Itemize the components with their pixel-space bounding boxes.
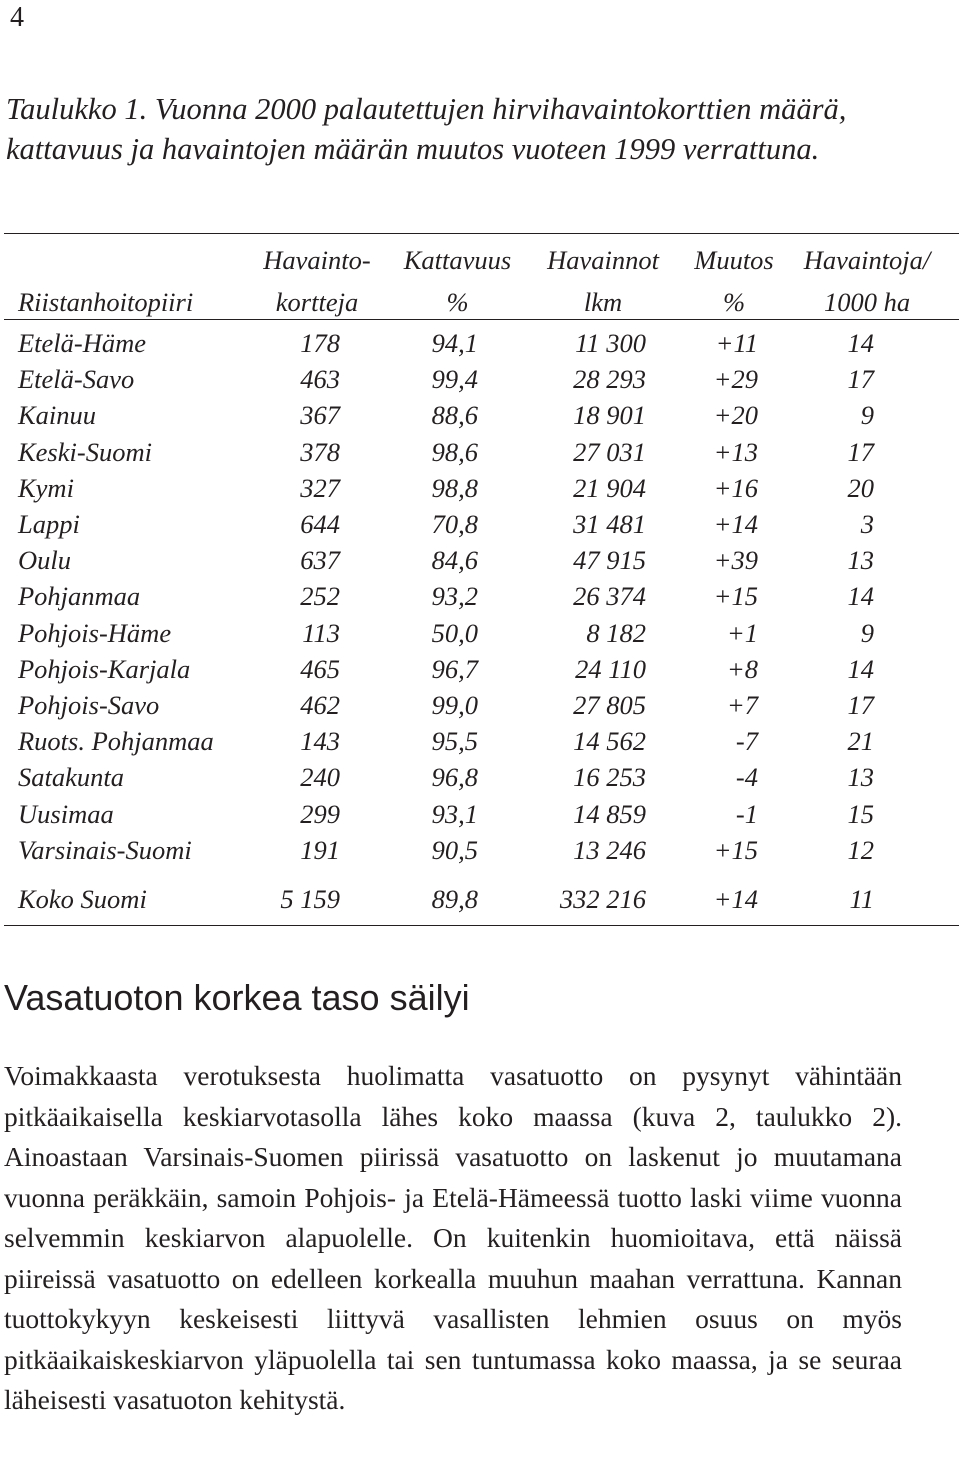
coverage-cell: 99,4 (431, 364, 478, 395)
district-cell: Kymi (18, 472, 74, 503)
change-cell: +29 (713, 364, 758, 395)
observations-cell: 24 110 (575, 653, 646, 684)
header-density-line2: 1000 ha (823, 287, 911, 317)
header-observations-line2: lkm (583, 287, 623, 317)
change-cell: +14 (713, 884, 758, 914)
header-cards-line2: kortteja (275, 287, 359, 317)
density-cell: 13 (847, 545, 874, 576)
change-cell: +16 (713, 472, 758, 503)
district-cell: Keski-Suomi (18, 436, 152, 467)
header-district: Riistanhoitopiiri (18, 287, 194, 317)
cards-cell: 178 (300, 328, 340, 358)
cards-cell: 143 (300, 726, 340, 757)
observations-cell: 47 915 (573, 545, 646, 576)
cards-cell: 637 (300, 545, 340, 576)
table-header-rule (4, 319, 959, 320)
density-cell: 11 (849, 884, 874, 914)
change-cell: +13 (713, 436, 758, 467)
coverage-cell: 93,1 (431, 798, 478, 829)
coverage-cell: 99,0 (431, 690, 478, 720)
density-cell: 14 (847, 653, 874, 684)
district-cell: Pohjois-Karjala (18, 653, 191, 684)
cards-cell: 191 (300, 834, 340, 865)
header-coverage-line2: % (446, 287, 469, 317)
cards-cell: 252 (300, 581, 340, 612)
district-cell: Oulu (18, 545, 71, 576)
observations-cell: 14 859 (573, 798, 646, 829)
coverage-cell: 90,5 (431, 834, 478, 865)
coverage-cell: 94,1 (431, 328, 478, 358)
change-cell: +39 (713, 545, 758, 576)
cards-cell: 462 (300, 690, 340, 720)
density-cell: 3 (860, 509, 874, 539)
change-cell: +11 (715, 328, 758, 358)
observations-cell: 13 246 (573, 834, 646, 865)
density-cell: 17 (847, 364, 874, 395)
coverage-cell: 96,7 (431, 653, 478, 684)
body-paragraph: Voimakkaasta verotuksesta huolimatta vasatuotto on pysynyt vähintään pitkäaikaisella keskiarvotasolla lähes koko maassa (kuva 2, taulukko 2). Ainoastaan Varsinais-Suomen piirissä vasatuotto on laskenut jo muutamana vuonna peräkkäin, samoin Pohjois- ja Etelä-Hämeessä tuotto laski viime vuonna selvemmin keskiarvon alapuolelle. On kuitenkin huomioitava, että näissä piireissä vasatuotto on edelleen korkealla muuhun maahan verrattuna. Kannan tuottokykyyn keskeisesti liittyvä vasallisten lehmien osuus on myös pitkäaikaiskeskiarvon yläpuolella tai sen tuntumassa koko maassa, ja se seuraa läheisesti vasatuoton kehitystä. (4, 1060, 902, 1415)
observations-cell: 28 293 (573, 364, 646, 395)
coverage-cell: 98,6 (431, 436, 478, 467)
observations-cell: 31 481 (573, 509, 646, 539)
change-cell: +15 (713, 834, 758, 865)
density-cell: 13 (847, 762, 874, 793)
change-cell: +20 (713, 400, 758, 431)
observations-cell: 18 901 (573, 400, 646, 431)
change-cell: -7 (735, 726, 758, 757)
cards-cell: 113 (302, 617, 340, 648)
header-observations-line1: Havainnot (547, 245, 659, 275)
table-bottom-rule (4, 925, 959, 926)
district-cell: Etelä-Häme (18, 328, 147, 358)
coverage-cell: 93,2 (431, 581, 478, 612)
coverage-cell: 89,8 (431, 884, 478, 914)
district-cell: Satakunta (18, 762, 124, 793)
district-cell: Pohjanmaa (18, 581, 141, 612)
cards-cell: 644 (300, 509, 340, 539)
change-cell: -1 (735, 798, 758, 829)
district-cell: Etelä-Savo (18, 364, 135, 395)
observations-cell: 21 904 (573, 472, 646, 503)
observations-cell: 8 182 (586, 617, 646, 648)
cards-cell: 5 159 (280, 884, 340, 914)
observations-cell: 14 562 (573, 726, 646, 757)
header-coverage-line1: Kattavuus (403, 245, 512, 275)
table-caption: Taulukko 1. Vuonna 2000 palautettujen hirvihavaintokorttien määrä, kattavuus ja havaintojen määrän muutos vuoteen 1999 verrattuna. (6, 92, 847, 166)
cards-cell: 463 (300, 364, 340, 395)
change-cell: +15 (713, 581, 758, 612)
district-cell: Uusimaa (18, 798, 114, 829)
cards-cell: 327 (300, 472, 340, 503)
observations-cell: 16 253 (573, 762, 646, 793)
cards-cell: 299 (300, 798, 340, 829)
change-cell: +1 (726, 617, 758, 648)
change-cell: +7 (726, 690, 758, 720)
coverage-cell: 96,8 (431, 762, 478, 793)
density-cell: 15 (847, 798, 874, 829)
density-cell: 17 (847, 690, 874, 720)
page-number: 4 (10, 2, 24, 33)
coverage-cell: 50,0 (431, 617, 478, 648)
cards-cell: 240 (300, 762, 340, 793)
density-cell: 14 (847, 328, 874, 358)
observations-cell: 26 374 (573, 581, 646, 612)
table-top-rule (4, 233, 959, 234)
density-cell: 9 (860, 617, 874, 648)
header-change-line1: Muutos (694, 245, 774, 275)
coverage-cell: 70,8 (431, 509, 478, 539)
change-cell: -4 (735, 762, 758, 793)
density-cell: 20 (847, 472, 874, 503)
cards-cell: 378 (300, 436, 340, 467)
change-cell: +14 (713, 509, 758, 539)
district-cell: Pohjois-Savo (18, 690, 160, 720)
density-cell: 21 (847, 726, 874, 757)
observations-cell: 27 031 (573, 436, 646, 467)
district-cell: Ruots. Pohjanmaa (18, 726, 214, 757)
cards-cell: 367 (300, 400, 340, 431)
district-cell: Kainuu (18, 400, 97, 431)
district-cell: Lappi (18, 509, 80, 539)
density-cell: 9 (860, 400, 874, 431)
density-cell: 17 (847, 436, 874, 467)
change-cell: +8 (726, 653, 758, 684)
cards-cell: 465 (300, 653, 340, 684)
density-cell: 12 (847, 834, 874, 865)
coverage-cell: 98,8 (431, 472, 478, 503)
section-heading: Vasatuoton korkea taso säilyi (4, 977, 470, 1018)
coverage-cell: 84,6 (431, 545, 478, 576)
observations-cell: 27 805 (573, 690, 646, 720)
header-cards-line1: Havainto- (263, 245, 371, 275)
district-cell: Varsinais-Suomi (18, 834, 192, 865)
coverage-cell: 95,5 (431, 726, 478, 757)
header-change-line2: % (722, 287, 746, 317)
observations-cell: 332 216 (559, 884, 646, 914)
density-cell: 14 (847, 581, 874, 612)
district-cell: Koko Suomi (18, 884, 147, 914)
observations-cell: 11 300 (575, 328, 646, 358)
coverage-cell: 88,6 (431, 400, 478, 431)
header-density-line1: Havaintoja/ (803, 245, 931, 275)
district-cell: Pohjois-Häme (18, 617, 172, 648)
